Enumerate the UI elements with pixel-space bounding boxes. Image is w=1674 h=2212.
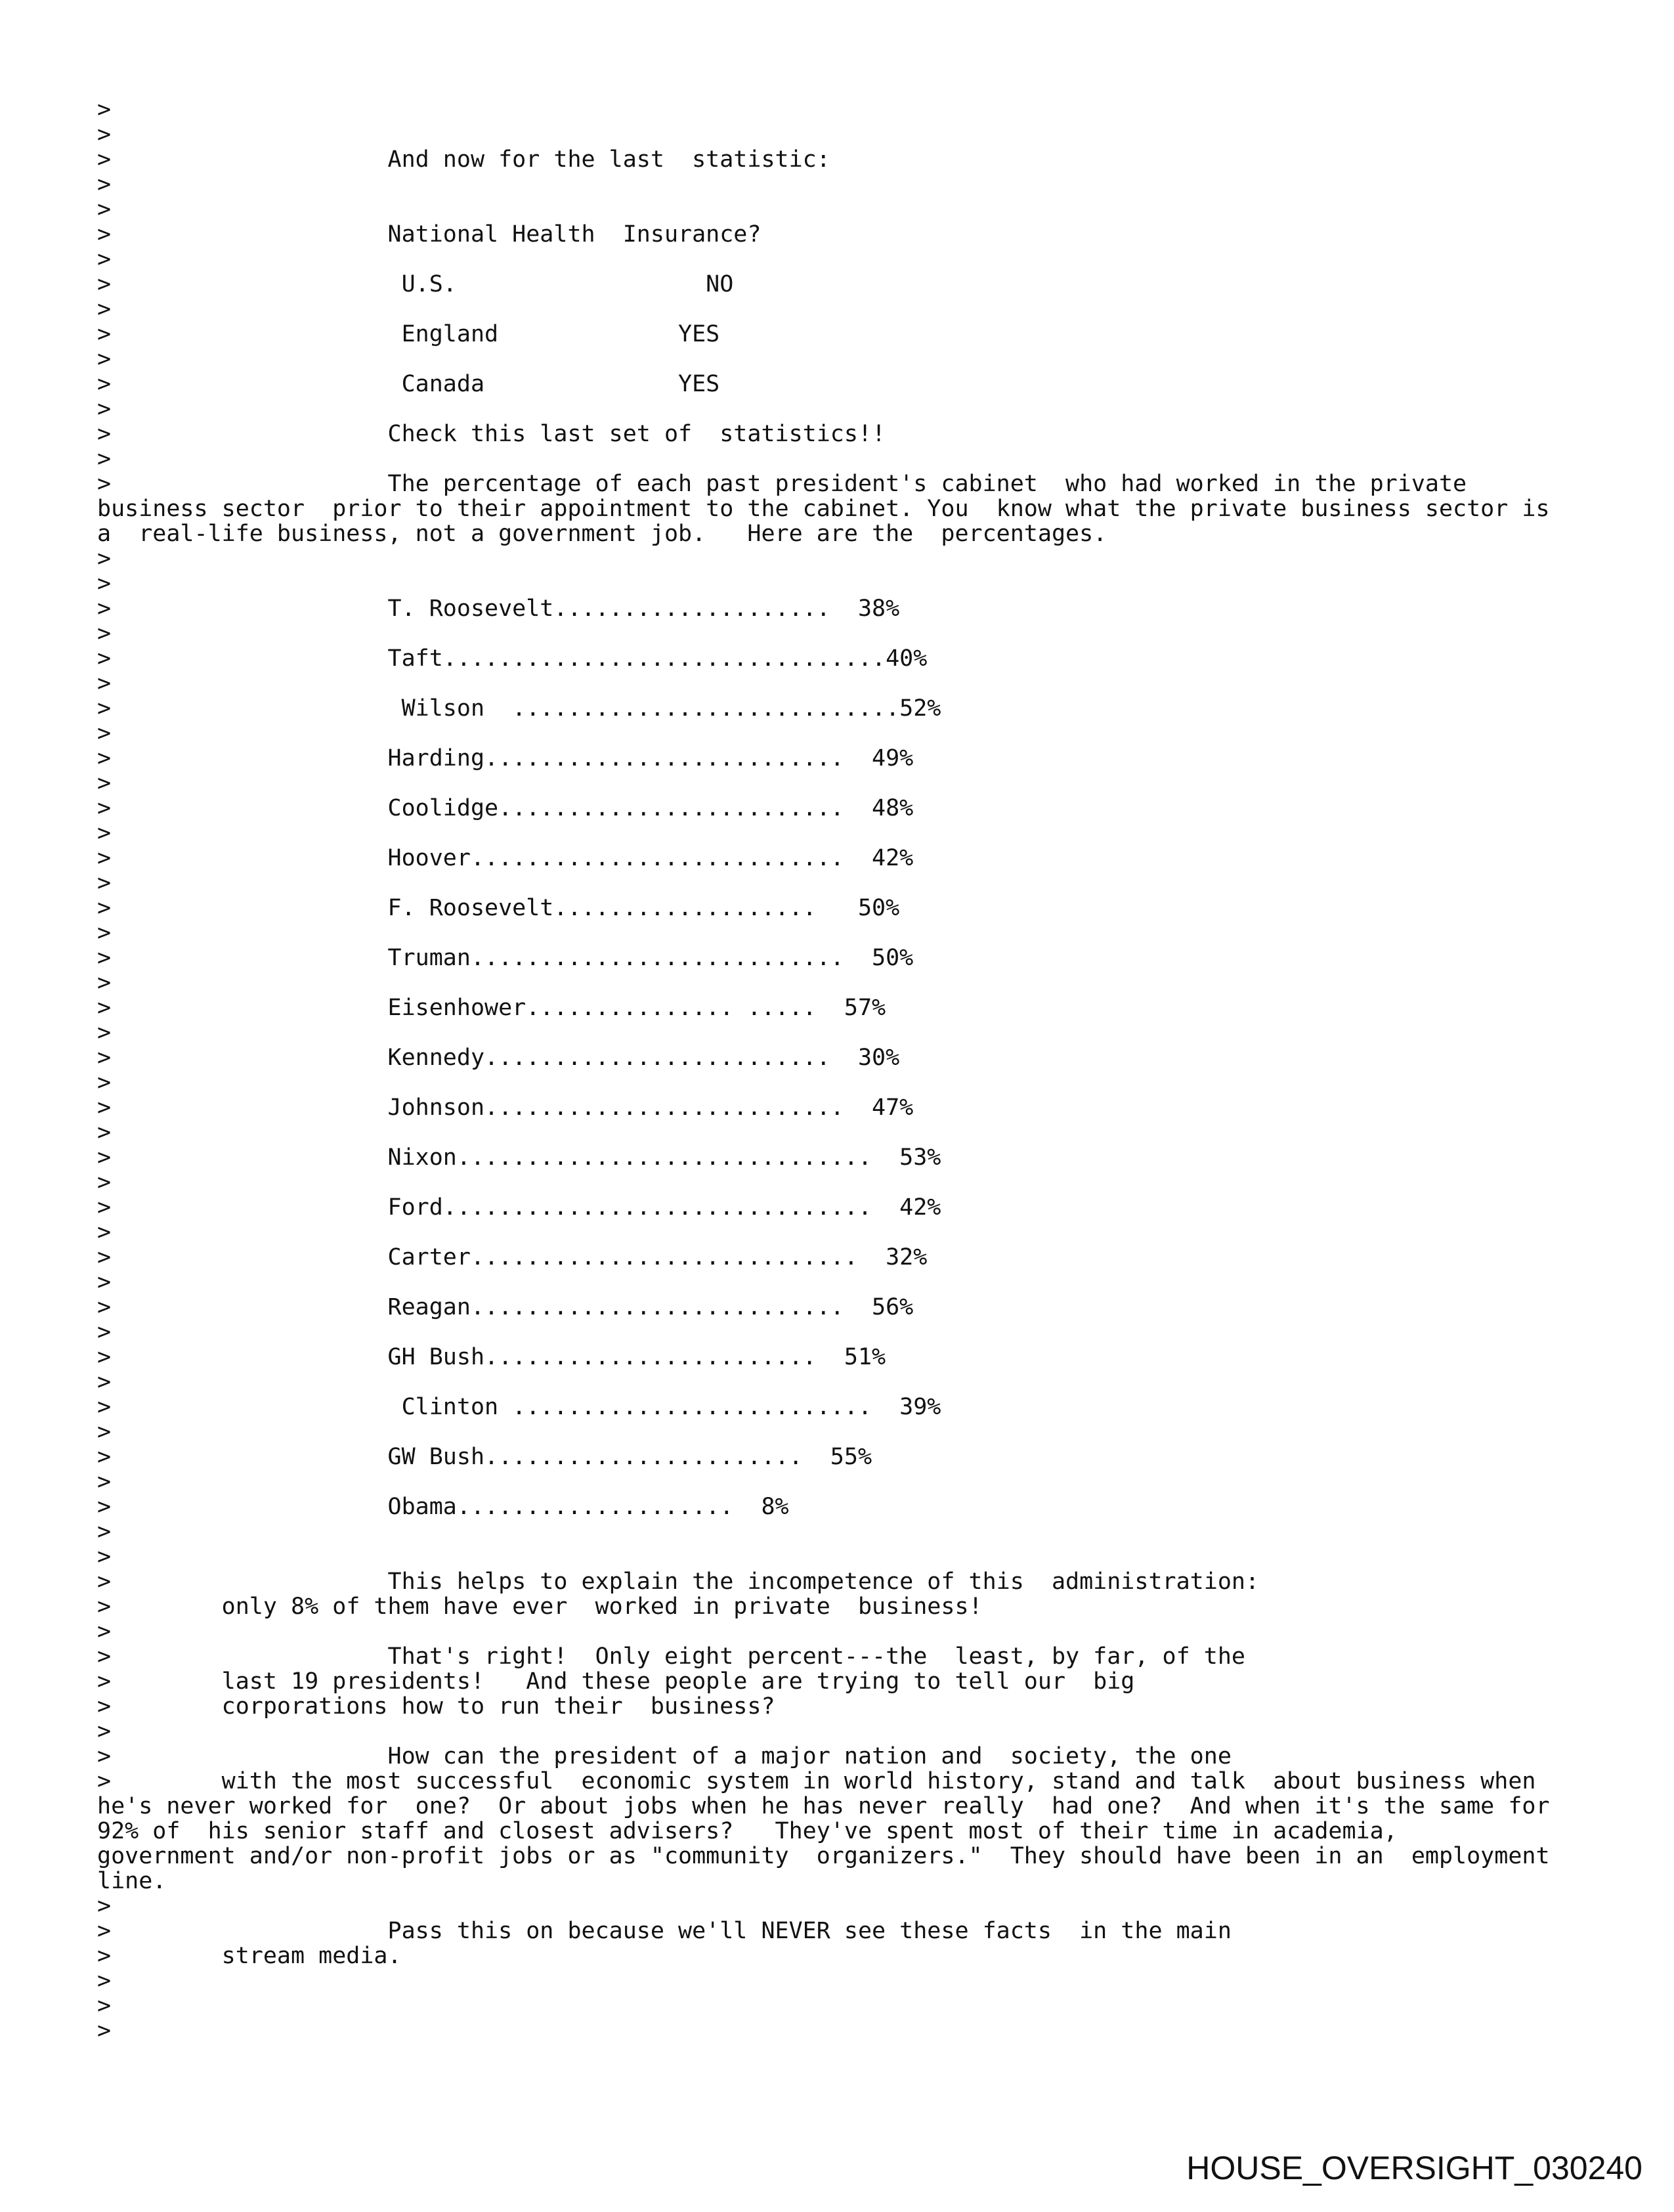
email-line: > — [97, 670, 112, 697]
email-line: > — [97, 1618, 112, 1645]
email-line: > Johnson.......................... 47% — [97, 1095, 914, 1121]
email-line: > — [97, 1519, 112, 1545]
email-line: government and/or non-profit jobs or as "community organizers." They should have been in an employment — [97, 1843, 1550, 1869]
email-line: 92% of his senior staff and closest advisers? They've spent most of their time in academia, — [97, 1818, 1398, 1844]
email-line: he's never worked for one? Or about jobs when he has never really had one? And when it's the same for — [97, 1793, 1550, 1819]
email-line: > Coolidge......................... 48% — [97, 795, 914, 821]
email-line: > This helps to explain the incompetence of this administration: — [97, 1569, 1260, 1595]
email-line: > — [97, 2018, 112, 2044]
email-line: > Canada YES — [97, 371, 720, 397]
email-line: > T. Roosevelt.................... 38% — [97, 596, 900, 622]
email-line: > — [97, 1993, 112, 2019]
email-line: > Carter............................ 32% — [97, 1244, 928, 1270]
email-line: > only 8% of them have ever worked in private business! — [97, 1594, 983, 1620]
email-line: > — [97, 1469, 112, 1495]
email-line: > — [97, 196, 112, 223]
email-line: > — [97, 1020, 112, 1046]
email-line: > — [97, 1219, 112, 1246]
email-line: > — [97, 346, 112, 372]
email-line: > — [97, 396, 112, 422]
email-line: > Truman........................... 50% — [97, 945, 914, 971]
email-line: > — [97, 1718, 112, 1745]
email-line: > — [97, 1070, 112, 1096]
email-line: > Hoover........................... 42% — [97, 845, 914, 871]
email-line: > F. Roosevelt................... 50% — [97, 895, 900, 921]
email-line: > — [97, 920, 112, 946]
email-body — [97, 97, 1550, 2043]
email-line: > — [97, 620, 112, 647]
email-line: > — [97, 546, 112, 572]
email-line: > — [97, 1968, 112, 1994]
email-line: > National Health Insurance? — [97, 221, 762, 248]
email-line: > Kennedy......................... 30% — [97, 1045, 900, 1071]
email-line: > — [97, 870, 112, 896]
email-line: > — [97, 1893, 112, 1919]
email-line: > Reagan........................... 56% — [97, 1294, 914, 1320]
email-line: > stream media. — [97, 1943, 402, 1969]
email-line: > — [97, 1419, 112, 1445]
email-line: > — [97, 121, 112, 148]
bates-number: HOUSE_OVERSIGHT_030240 — [1186, 2150, 1642, 2186]
email-line: > England YES — [97, 321, 720, 347]
email-line: > — [97, 1169, 112, 1196]
email-line: business sector prior to their appointment to the cabinet. You know what the private business sector is — [97, 496, 1550, 522]
email-line: > That's right! Only eight percent---the least, by far, of the — [97, 1643, 1245, 1670]
email-line: > — [97, 1269, 112, 1295]
email-line: > — [97, 1119, 112, 1146]
email-line: > Eisenhower............... ..... 57% — [97, 995, 886, 1021]
email-line: > Nixon.............................. 53% — [97, 1144, 941, 1171]
email-line: > Ford............................... 42% — [97, 1194, 941, 1221]
email-line: > — [97, 171, 112, 198]
email-line: > — [97, 446, 112, 472]
email-line: > The percentage of each past president's cabinet who had worked in the private — [97, 471, 1467, 497]
email-line: > — [97, 820, 112, 846]
email-line: > corporations how to run their business? — [97, 1693, 775, 1720]
email-line: > — [97, 770, 112, 796]
email-line: > Harding.......................... 49% — [97, 745, 914, 771]
email-line: > GW Bush....................... 55% — [97, 1444, 872, 1470]
email-line: > last 19 presidents! And these people are trying to tell our big — [97, 1668, 1135, 1695]
email-line: > — [97, 1369, 112, 1395]
email-line: > And now for the last statistic: — [97, 146, 830, 173]
email-line: > — [97, 720, 112, 747]
email-line: > Clinton .......................... 39% — [97, 1394, 941, 1420]
email-line: > How can the president of a major nation and society, the one — [97, 1743, 1232, 1769]
email-line: > U.S. NO — [97, 271, 734, 297]
email-line: > — [97, 97, 112, 123]
email-line: > — [97, 246, 112, 272]
email-line: > Check this last set of statistics!! — [97, 421, 886, 447]
email-line: a real-life business, not a government job. Here are the percentages. — [97, 521, 1107, 547]
email-line: > — [97, 296, 112, 322]
email-line: > Pass this on because we'll NEVER see these facts in the main — [97, 1918, 1232, 1944]
email-line: > Wilson ............................52% — [97, 695, 941, 722]
email-line: > GH Bush........................ 51% — [97, 1344, 886, 1370]
email-line: > — [97, 1544, 112, 1570]
email-line: > — [97, 970, 112, 996]
email-line: > Taft................................40% — [97, 645, 928, 672]
email-line: line. — [97, 1868, 167, 1894]
email-line: > — [97, 571, 112, 597]
email-line: > Obama.................... 8% — [97, 1494, 789, 1520]
email-line: > — [97, 1319, 112, 1345]
email-line: > with the most successful economic system in world history, stand and talk about business when — [97, 1768, 1536, 1794]
